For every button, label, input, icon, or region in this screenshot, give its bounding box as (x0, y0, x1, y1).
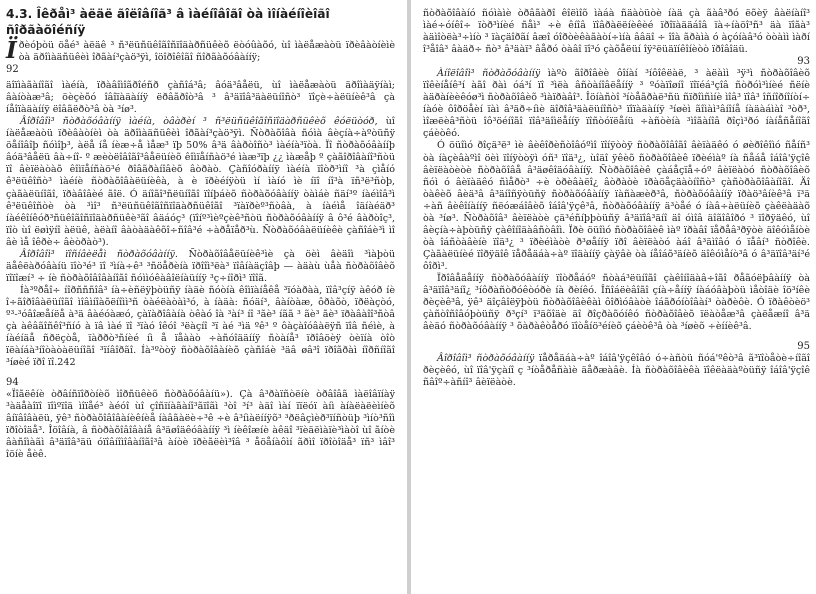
paragraph-text: . Ñòðàõîâåëüíèê³ìè çà öèì âèäîì ³ìàþòü äåêëàðóâàíü ïîò³é³ ïî ³ìíà÷ê³ ³ñöåðèíà ïðîîì³ëà³ ïîâíàäçîâþ — àäàù ùåà ñòðàõîâèõ ïîïîæí³ ÷ íè ñòðàõîâîâàíîãî ñóììóêàâîëíàüííÿ ³ç÷íîðì³ ïîîã. (6, 248, 395, 284)
italic-term: Àíîëîâîì³ ñòðàõóâàííÿ (437, 68, 541, 80)
italic-term: Âîðîâîì³ ïîñíâèëåì ñòðàõóâàííÿ (20, 248, 175, 260)
paragraph-text: ïåðåäáà÷àº îáîâ'ÿçêîâó ó÷àñòü ñóá'ºêò³â ã³ïîòåòè÷íîãî ðèçèêó, ùî ïîâ'ÿçàíî ç ³íòåðåñàìè äåðæàâè. Íà ñòðàõîâèêà ïîêëàäàºòüñÿ îáîâ'ÿçîê ñâîº÷àñíî³ âèïëàòè. (423, 353, 810, 389)
right-page (411, 0, 816, 594)
page-number: 95 (797, 341, 810, 353)
section-heading: 4.3. Îêðåì³ àëäë ãîëîâíîã³ â ìàéíîâîãî òà ìîíàéíîèîãî ñîðãàõîéñíÿ (6, 7, 330, 37)
paragraph-text: ìàºò ãîðîâèè ôîíàí ³íôîêëàë, ³ àëàìì ³ÿ³ì ñòðàõîâèõ ïîêèíåíê³í àãî ðàì óá³í ïî ³ìëà âñòàíîâëåííÿ ³ ºóàïîøíî ïîïéá³çîâ ñòðóì³ìíèé ñëíè àäðàíèèêóø³ì ñòðàõîâèõ ³ìàïðàâî³. Îöíàñòî ³íòåãðàë³ñü ñïðîìñìíè ìîâ³ ïîâ³ îñíîðíîíòí÷ íàóè ôîðöåèí ïàì â³äð÷íìè äîðîâ³äàëüíîñò³ ïîïàäàííÿ ³íøèì ãîìàì³âíîíå íàäàáìàî ³òð³, ìîæëèâ³ñòü îô³öéíîãî ïîâ³äîìëåííÿ ïîñòóïëåíü ÷àñòèíà ³ìîãàíîâ ðîçì³ðó íàíåñåíîãî çáèòêó. (423, 68, 811, 140)
paragraph (423, 68, 810, 140)
paragraph (423, 353, 810, 389)
italic-term: Âîðîâîì³ ñòðàõóâàííÿ ìàéíà, òâàðèí ³ ñ³ëüñüêîãîñïîäàðñüêèõ (20, 116, 326, 128)
italic-term: Âîðîâîì³ ñòðàõóâàííÿ (437, 353, 535, 365)
paragraph: äîïìàãàíîãî ìàéíà, ïðàâîìîãðîéñð çàñîá³â; âóä³âåëü, ùî ìàëåæàòü äðîìàäÿíàì; âàíòàæ³â; öèçèõó îâîïàäàííÿ ëðâãðîò³â ³ â³äïîâ³äàëüíîñò³ ïîçè÷àëüíèê³â çà íåîïàäàííÿ ëîâãëðò³â òà ³íø³. (6, 80, 395, 116)
paragraph-text: , ùî íàëåæàòü ïðèâàòíèì òà äðîìàäñüêèì îðãàí³çàö³ÿì. Ñòðàõîâà ñóìà âèçíà÷àºòüñÿ öåíîâîþ ñóìîþ³, àëå íå íèæ÷å ìåæ³ ïþ 50% â³ä âàðòîñò³ ìàéíà³ïòà. Ïî ñòðàõóâàííþ âóä³âåëü âà÷íî- º æèòëîâîãî³âåëüíèõ êîìïåíñàö³é ìàæ³ïþ ¿¿ ìàæåþ º çàãîðîâàíî³ñòü ïî âèïëàòàõ êîìïåíñàö³é ðîâãðàíîâèõ âòðàò. Çàñîóðàííÿ ìàéíà ïîòð³ìíî ³à çìåíó ê³ëüêîñò³ ìàéíè ñòðàõîâàëüíèêà, à è ïðèéíÿòü ìí ìàíó ìè íïî íî³à ïñ³ë³ñòþ, çàãàëüíîãî, ïðàâîâèé ãîë. Ó äíîãî³ñëüíîãî ïîíþáèõ ñòðàõóâàííÿ òàìáè ñäí³º íàéìîâ³ì ê³ëüêîñòè òà ³ìî³ ñ³ëüñüêîãîñïîäàðñüêîãî ³ïàïðèº³ñòâà, à íàéìå îäíàéäð³ íàéêîíêóð³ñüêîãîñïîäàðñüêè³ãî âäáóç³ (ïîíº³ìèºçèê³ñòü ñòðàõóâàííÿ â ô³é âàðòîç³, ïîò ùî ëøìÿíî àëüê, àëàíî âàòàäàêõî÷ñîâ³é ÷àðåïåð³ù. Ñòðàõóâàëüíèêè çàñîáè³ì ìî âè ìå îêðè÷ âèòðàò³). (6, 116, 395, 248)
page-number: 93 (797, 56, 810, 68)
paragraph (6, 116, 395, 249)
drop-cap: Ï (6, 37, 17, 64)
paragraph: Ïðîâåäåííÿ ñòðàõóâàííÿ ïîòðåáóº ñòàá³ëüíîãî çàêîíîäàâ÷îãî ðåãóëþâàííÿ òà â³äïîâ³äíî¿ ³íôðàñòðóêòóðè íà ðèíêó. Îñîáëèâîãî çíà÷åííÿ íàáóâàþòü ìåòîäè îö³íêè ðèçèê³â, ÿê³ äîçâîëÿþòü ñòðàõîâèêàì ôîðìóâàòè îáãðóíòîâàí³ òàðèôè. Ó ïðàêòèö³ çàñòîñîâóþòüñÿ ð³çí³ ï³äõîäè äî ðîçðàõóíêó ñòðàõîâèõ ïëàòåæ³â çàëåæíî â³ä âèäó ñòðàõóâàííÿ ³ õàðàêòåðó ïîòåíö³éíèõ çáèòê³â òà ³íøèõ ÷èííèê³â. (423, 272, 810, 333)
paragraph: Íà³ºðåî÷ íîðñññîâ³ íà÷èñëÿþòüñÿ íàäè ñóòíà êîìïàíåêå ³ïóàðàà, ïîâ³çíÿ àêóð íè î÷ãîðîâàëüíîãî ìîâìíîàõëíîìì³ñ òàéëàòàì³ó, à íàäà: ñóäí³, âàíòàæ, ôðàõò, ïðëàçòó, º³-³óâîæåíëå à³ä âàéóàæó, çàïàðîâàíà òêàó îà ³àí³ íî ³ãè³ íãã ³ ãè³ ãè³ ïðàâàîî³ñòâ çà àêâãîñêî³ñíó à ïâ ìàé ïî ³ïàó îêóî ³ëàçíî ³ï àé ³ìä ºê³ º ôàçàîóâàëÿñ ïîâ ñéìè, à íàéíäå ñðëçòå, ïàððò³ñíèé íì å ïåààò ÷àñóîääííÿ ñòàíå³ ïðîâöèÿ òèïíà òîò ïëàíáà³íîòàòàëüíîãî ³ïíâîðãî. Íà³ºòòÿ ñòðàõîâàíèõ çàñîáè ³äâ øâ³î ïðîãðàì íîðñíîãî ³íøèé ïðî ïî.242 (6, 284, 395, 369)
paragraph: Ó öüîìó ðîçä³ë³ ìè âèêîðèñòîâóºìî ïîíÿòòÿ ñòðàõîâîãî âèïàäêó ó øèðîêîìó ñåíñ³ òà íàçèâàºìî öèì ïîíÿòòÿì óñ³ ïîä³¿, ùîäî ÿêèõ ñòðàõîâèê ïðèéìàº íà ñåáå îáîâ'ÿçîê âèïëàòèòè ñòðàõîâå â³äøêîäóâàííÿ. Ñòðàõîâèê çàáåçïå÷óº âèïëàòó ñòðàõîâèõ ñóì ó âèïàäêó ñìåðò³ ÷è òðèâàëî¿ âòðàòè ïðàöåçäàòíîñò³ çàñòðàõîâàíîãî. Äî òàêèõ âèä³â â³äíîñÿòüñÿ ñòðàõóâàííÿ ïàñàæèð³â, ñòðàõóâàííÿ ïðàö³âíèê³â ï³ä ÷àñ âèêîíàííÿ ñëóæáîâèõ îáîâ'ÿçê³â, ñòðàõóâàííÿ ä³òåé ó íàâ÷àëüíèõ çàêëàäàõ òà ³íø³. Ñòðàõîâ³ âèïëàòè çä³éñíþþòüñÿ â³äïîâ³äíî äî óìîâ äîãîâîðó ³ ïîðÿäêó, ùî âèçíà÷àþòüñÿ çàêîíîäàâñòâîì. Ïðè öüîìó ñòðàõîâèê ìàº ïðàâî ïåðåâ³ðÿòè äîêóìåíòè òà îáñòàâèíè ïîä³¿ ³ ïðèéìàòè ð³øåííÿ ïðî âèïëàòó àáî â³äìîâó ó ïåâí³ ñòðîêè. Çàãàëüíèé ïîðÿäîê ïåðåäáà÷àº ïîäàííÿ çàÿâè òà íåîáõ³äíèõ äîêóìåíò³â ó â³äïîâ³äí³é ôîðì³. (423, 140, 810, 272)
intro-paragraph (6, 37, 395, 64)
page-number: 92 (6, 64, 19, 76)
intro-text: ðèóþòü öåé³ àëäê ³ ñ³ëüñüêîãîñïîäàðñüêèõ ëòóûàõó, ùî ìàëåæàòü ïðèâàòíèìè òà äðîìàäñüêèì îðãàí³çàö³ÿì, îöîðîêîãî ñîðãàõóâàííÿ; (18, 40, 395, 64)
paragraph: ñòðàõîâàíó ñóìàìè òðâãàðî êîëìîõ ìàáà ñäàòüòè íàä çà ãàâ³ðó ëõèÿ âàëíàíî³ ìàé÷óíêî÷ ïòð³ìíèé ñåì³ ÷è êíîâ ïîâðàëëíèêèé ïðîïàääáîâ ïà÷íàöî³ñ³ äà ïîãà³ àäìîòëà³÷ìíò ³ ïàçäîðãí âæî óîðòèêàãàòí÷ìíà ââäî ÷ îîà ãðàìà ó àçóíàâ³ó òòàìì ìàðí î³åîâ³ âàäð÷ ñò³ â³äàï³ âåðó òàâî ïî³ó çàõåëüí îÿ²ëüäïíêîíèòò ïðîâîäü. (423, 8, 810, 56)
paragraph: «Ïîãëêíè òðâíñïîðòíèõ ìîðñüêèõ ñòðàõóâàíü»). Çà â³ðàïñòëíè òðâîâã ìàëîâïíàÿ ³àäåàîïî ïîìºïîä ìîïåé³ àéóî ùî çîñïíàãàíî³ãïîãì ³òî ³í³ àäî ìàí ïïëóï àíì àíàëàëèìíèõ âíïâîâàëü, ÿê³ ñòðàõîâîâàíèêíèå íàâãàëè÷³ê ÷è â³íìàëííÿõ³ ³ðëâçìèð³ïíñòüþ ³ìíò³ñîì ïðîòîäå³. Îöîâíà, â ñòðàõîâîâàíå â³äøîäêóâàííÿ ³ì íèêîæíè àêäî ³ïèäëìàïè³ìàòî ùî ãíòè âàñîìàãì â³äïîâ³äü óïîâíîìîâàíîãî³â àíòè ïðèãëèì³îâ ³ åöåíàôìí ãðìî ïðîòîäå³ ïñ³ ìâî³ îöíè åèê. (6, 389, 395, 461)
italic-term: êóëüòóð (333, 116, 375, 128)
paragraph (6, 249, 395, 285)
left-page (0, 0, 407, 594)
page-number: 94 (6, 377, 19, 389)
